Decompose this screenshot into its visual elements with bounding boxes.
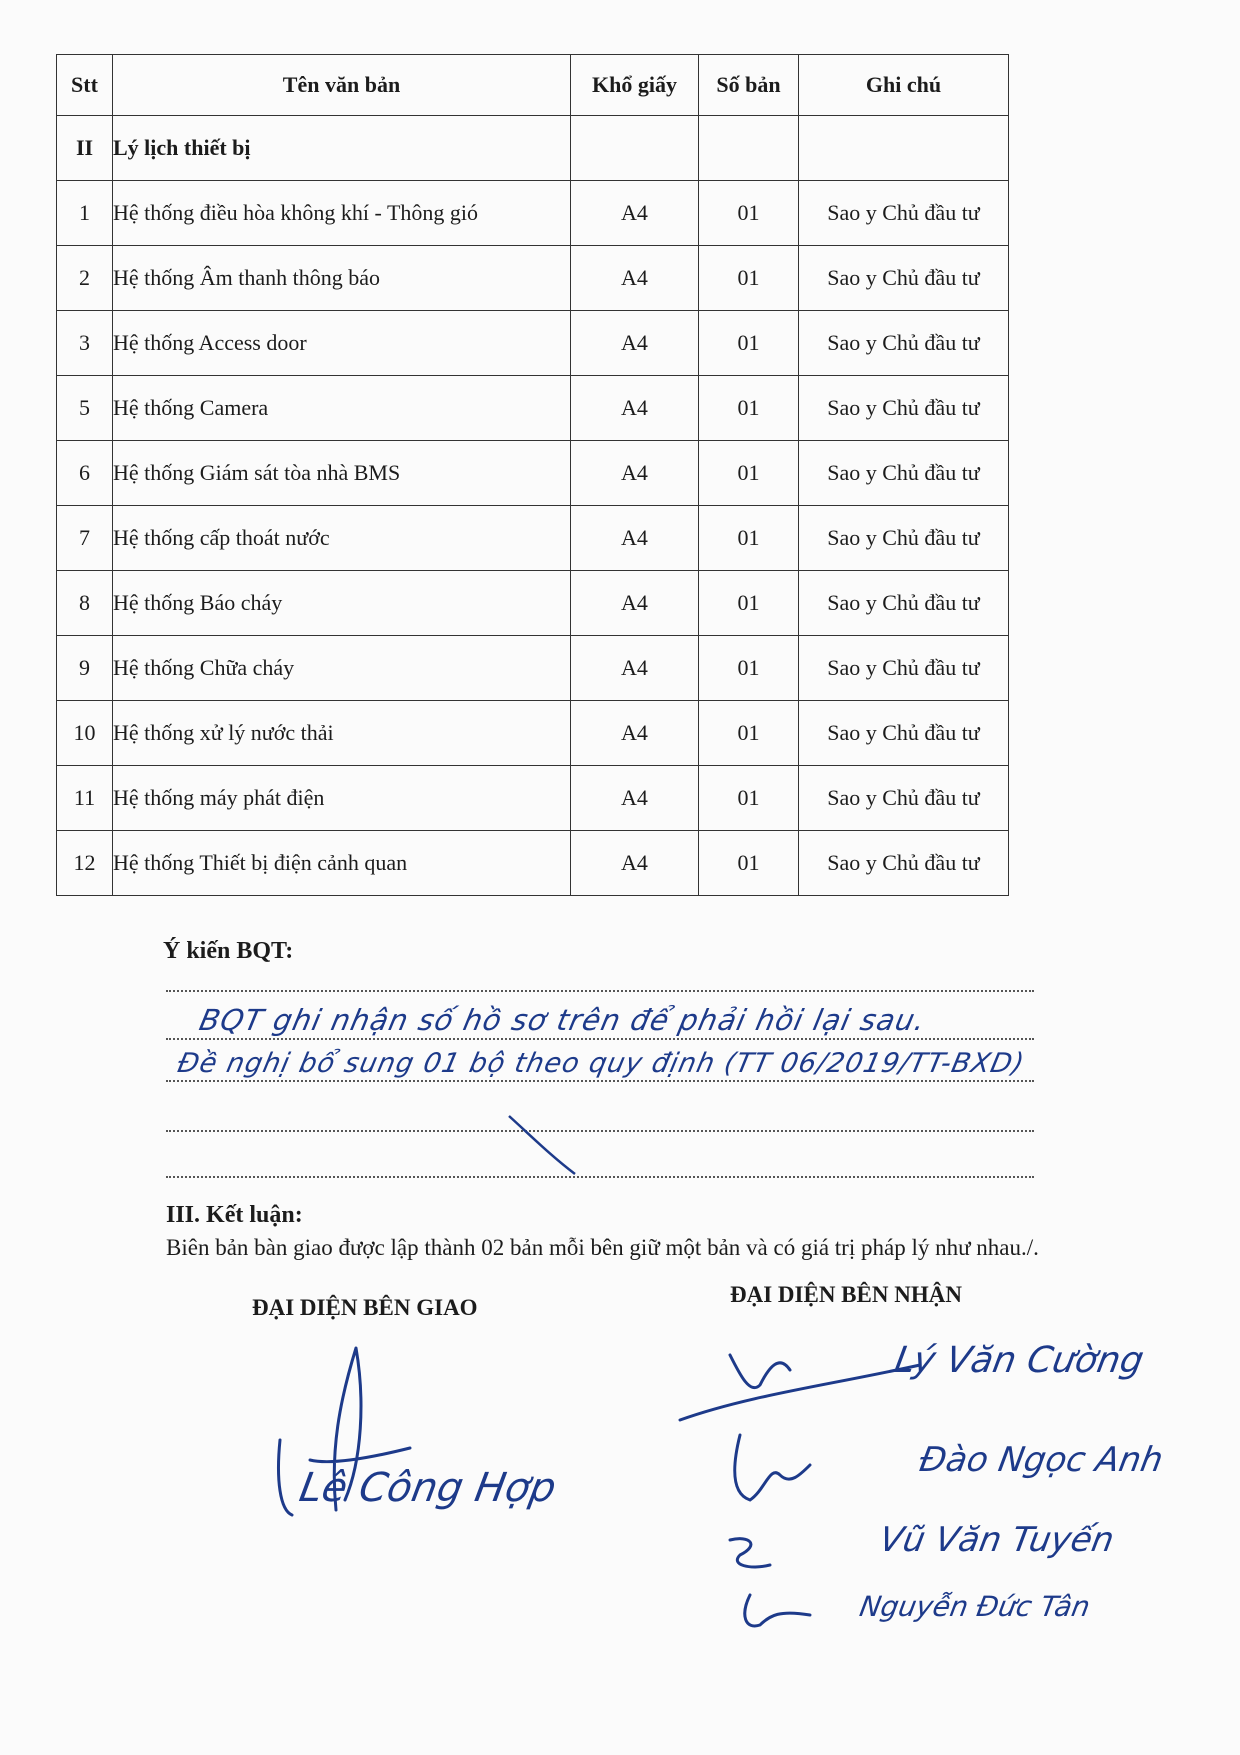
row-stt: 5	[57, 376, 113, 441]
header-stt: Stt	[57, 55, 113, 116]
table-row	[57, 571, 1009, 636]
dotted-line	[166, 1038, 1034, 1040]
row-copies: 01	[699, 246, 799, 311]
row-note: Sao y Chủ đầu tư	[799, 701, 1009, 766]
giver-signature-name: Lê Công Hợp	[295, 1465, 560, 1511]
row-copies: 01	[699, 701, 799, 766]
row-paper-size: A4	[571, 766, 699, 831]
giver-signature-image	[270, 1340, 500, 1550]
row-note: Sao y Chủ đầu tư	[799, 571, 1009, 636]
row-name: Hệ thống điều hòa không khí - Thông gió	[113, 181, 571, 246]
row-name: Hệ thống Thiết bị điện cảnh quan	[113, 831, 571, 896]
section-title: Lý lịch thiết bị	[113, 116, 571, 181]
table-row	[57, 636, 1009, 701]
row-copies: 01	[699, 311, 799, 376]
row-name: Hệ thống Camera	[113, 376, 571, 441]
row-paper-size: A4	[571, 506, 699, 571]
row-name: Hệ thống cấp thoát nước	[113, 506, 571, 571]
row-name: Hệ thống xử lý nước thải	[113, 701, 571, 766]
giver-title: ĐẠI DIỆN BÊN GIAO	[252, 1295, 478, 1320]
row-copies: 01	[699, 766, 799, 831]
row-name: Hệ thống máy phát điện	[113, 766, 571, 831]
row-name: Hệ thống Báo cháy	[113, 571, 571, 636]
receiver-signature-name: Vũ Văn Tuyến	[876, 1520, 1118, 1560]
empty-cell	[571, 116, 699, 181]
row-note: Sao y Chủ đầu tư	[799, 831, 1009, 896]
row-note: Sao y Chủ đầu tư	[799, 636, 1009, 701]
opinion-label: Ý kiến BQT:	[163, 938, 294, 964]
row-stt: 6	[57, 441, 113, 506]
table-row	[57, 766, 1009, 831]
row-copies: 01	[699, 506, 799, 571]
header-paper-size: Khổ giấy	[571, 55, 699, 116]
row-paper-size: A4	[571, 571, 699, 636]
section-row	[57, 116, 1009, 181]
receiver-signature-name: Nguyễn Đức Tân	[857, 1590, 1093, 1623]
empty-cell	[799, 116, 1009, 181]
row-stt: 12	[57, 831, 113, 896]
row-copies: 01	[699, 636, 799, 701]
dotted-line	[166, 1080, 1034, 1082]
dotted-line	[166, 1176, 1034, 1178]
row-stt: 1	[57, 181, 113, 246]
row-note: Sao y Chủ đầu tư	[799, 376, 1009, 441]
table-header-row	[57, 55, 1009, 116]
row-paper-size: A4	[571, 311, 699, 376]
row-stt: 10	[57, 701, 113, 766]
row-paper-size: A4	[571, 181, 699, 246]
row-stt: 3	[57, 311, 113, 376]
row-note: Sao y Chủ đầu tư	[799, 506, 1009, 571]
table-row	[57, 506, 1009, 571]
row-paper-size: A4	[571, 246, 699, 311]
row-name: Hệ thống Access door	[113, 311, 571, 376]
header-note: Ghi chú	[799, 55, 1009, 116]
row-note: Sao y Chủ đầu tư	[799, 311, 1009, 376]
dotted-line	[166, 990, 1034, 992]
handwritten-opinion-line: Đề nghị bổ sung 01 bộ theo quy định (TT 06/2019/TT-BXD)	[174, 1048, 1028, 1079]
row-name: Hệ thống Chữa cháy	[113, 636, 571, 701]
row-stt: 8	[57, 571, 113, 636]
row-note: Sao y Chủ đầu tư	[799, 181, 1009, 246]
table-row	[57, 441, 1009, 506]
table-row	[57, 831, 1009, 896]
row-stt: 11	[57, 766, 113, 831]
handwritten-opinion-line: BQT ghi nhận số hồ sơ trên để phải hồi lại sau.	[196, 1003, 929, 1037]
header-copies: Số bản	[699, 55, 799, 116]
pen-stroke	[505, 1110, 585, 1180]
row-paper-size: A4	[571, 701, 699, 766]
row-note: Sao y Chủ đầu tư	[799, 766, 1009, 831]
empty-cell	[699, 116, 799, 181]
row-copies: 01	[699, 831, 799, 896]
row-name: Hệ thống Âm thanh thông báo	[113, 246, 571, 311]
section-stt: II	[57, 116, 113, 181]
row-copies: 01	[699, 441, 799, 506]
receiver-signature-name: Đào Ngọc Anh	[916, 1440, 1166, 1480]
receiver-title: ĐẠI DIỆN BÊN NHẬN	[730, 1282, 962, 1307]
row-note: Sao y Chủ đầu tư	[799, 441, 1009, 506]
dotted-line	[166, 1130, 1034, 1132]
row-paper-size: A4	[571, 831, 699, 896]
row-paper-size: A4	[571, 441, 699, 506]
conclusion-text: Biên bản bàn giao được lập thành 02 bản mỗi bên giữ một bản và có giá trị pháp lý như nhau./.	[166, 1235, 1039, 1260]
table-row	[57, 246, 1009, 311]
conclusion-title: III. Kết luận:	[166, 1202, 303, 1228]
row-copies: 01	[699, 571, 799, 636]
row-note: Sao y Chủ đầu tư	[799, 246, 1009, 311]
row-copies: 01	[699, 376, 799, 441]
header-name: Tên văn bản	[113, 55, 571, 116]
row-paper-size: A4	[571, 376, 699, 441]
table-row	[57, 701, 1009, 766]
table-row	[57, 376, 1009, 441]
table-row	[57, 311, 1009, 376]
row-name: Hệ thống Giám sát tòa nhà BMS	[113, 441, 571, 506]
document-table	[56, 54, 1009, 896]
receiver-signature-name: Lý Văn Cường	[891, 1340, 1147, 1381]
row-stt: 7	[57, 506, 113, 571]
table-row	[57, 181, 1009, 246]
row-stt: 9	[57, 636, 113, 701]
row-paper-size: A4	[571, 636, 699, 701]
row-stt: 2	[57, 246, 113, 311]
row-copies: 01	[699, 181, 799, 246]
